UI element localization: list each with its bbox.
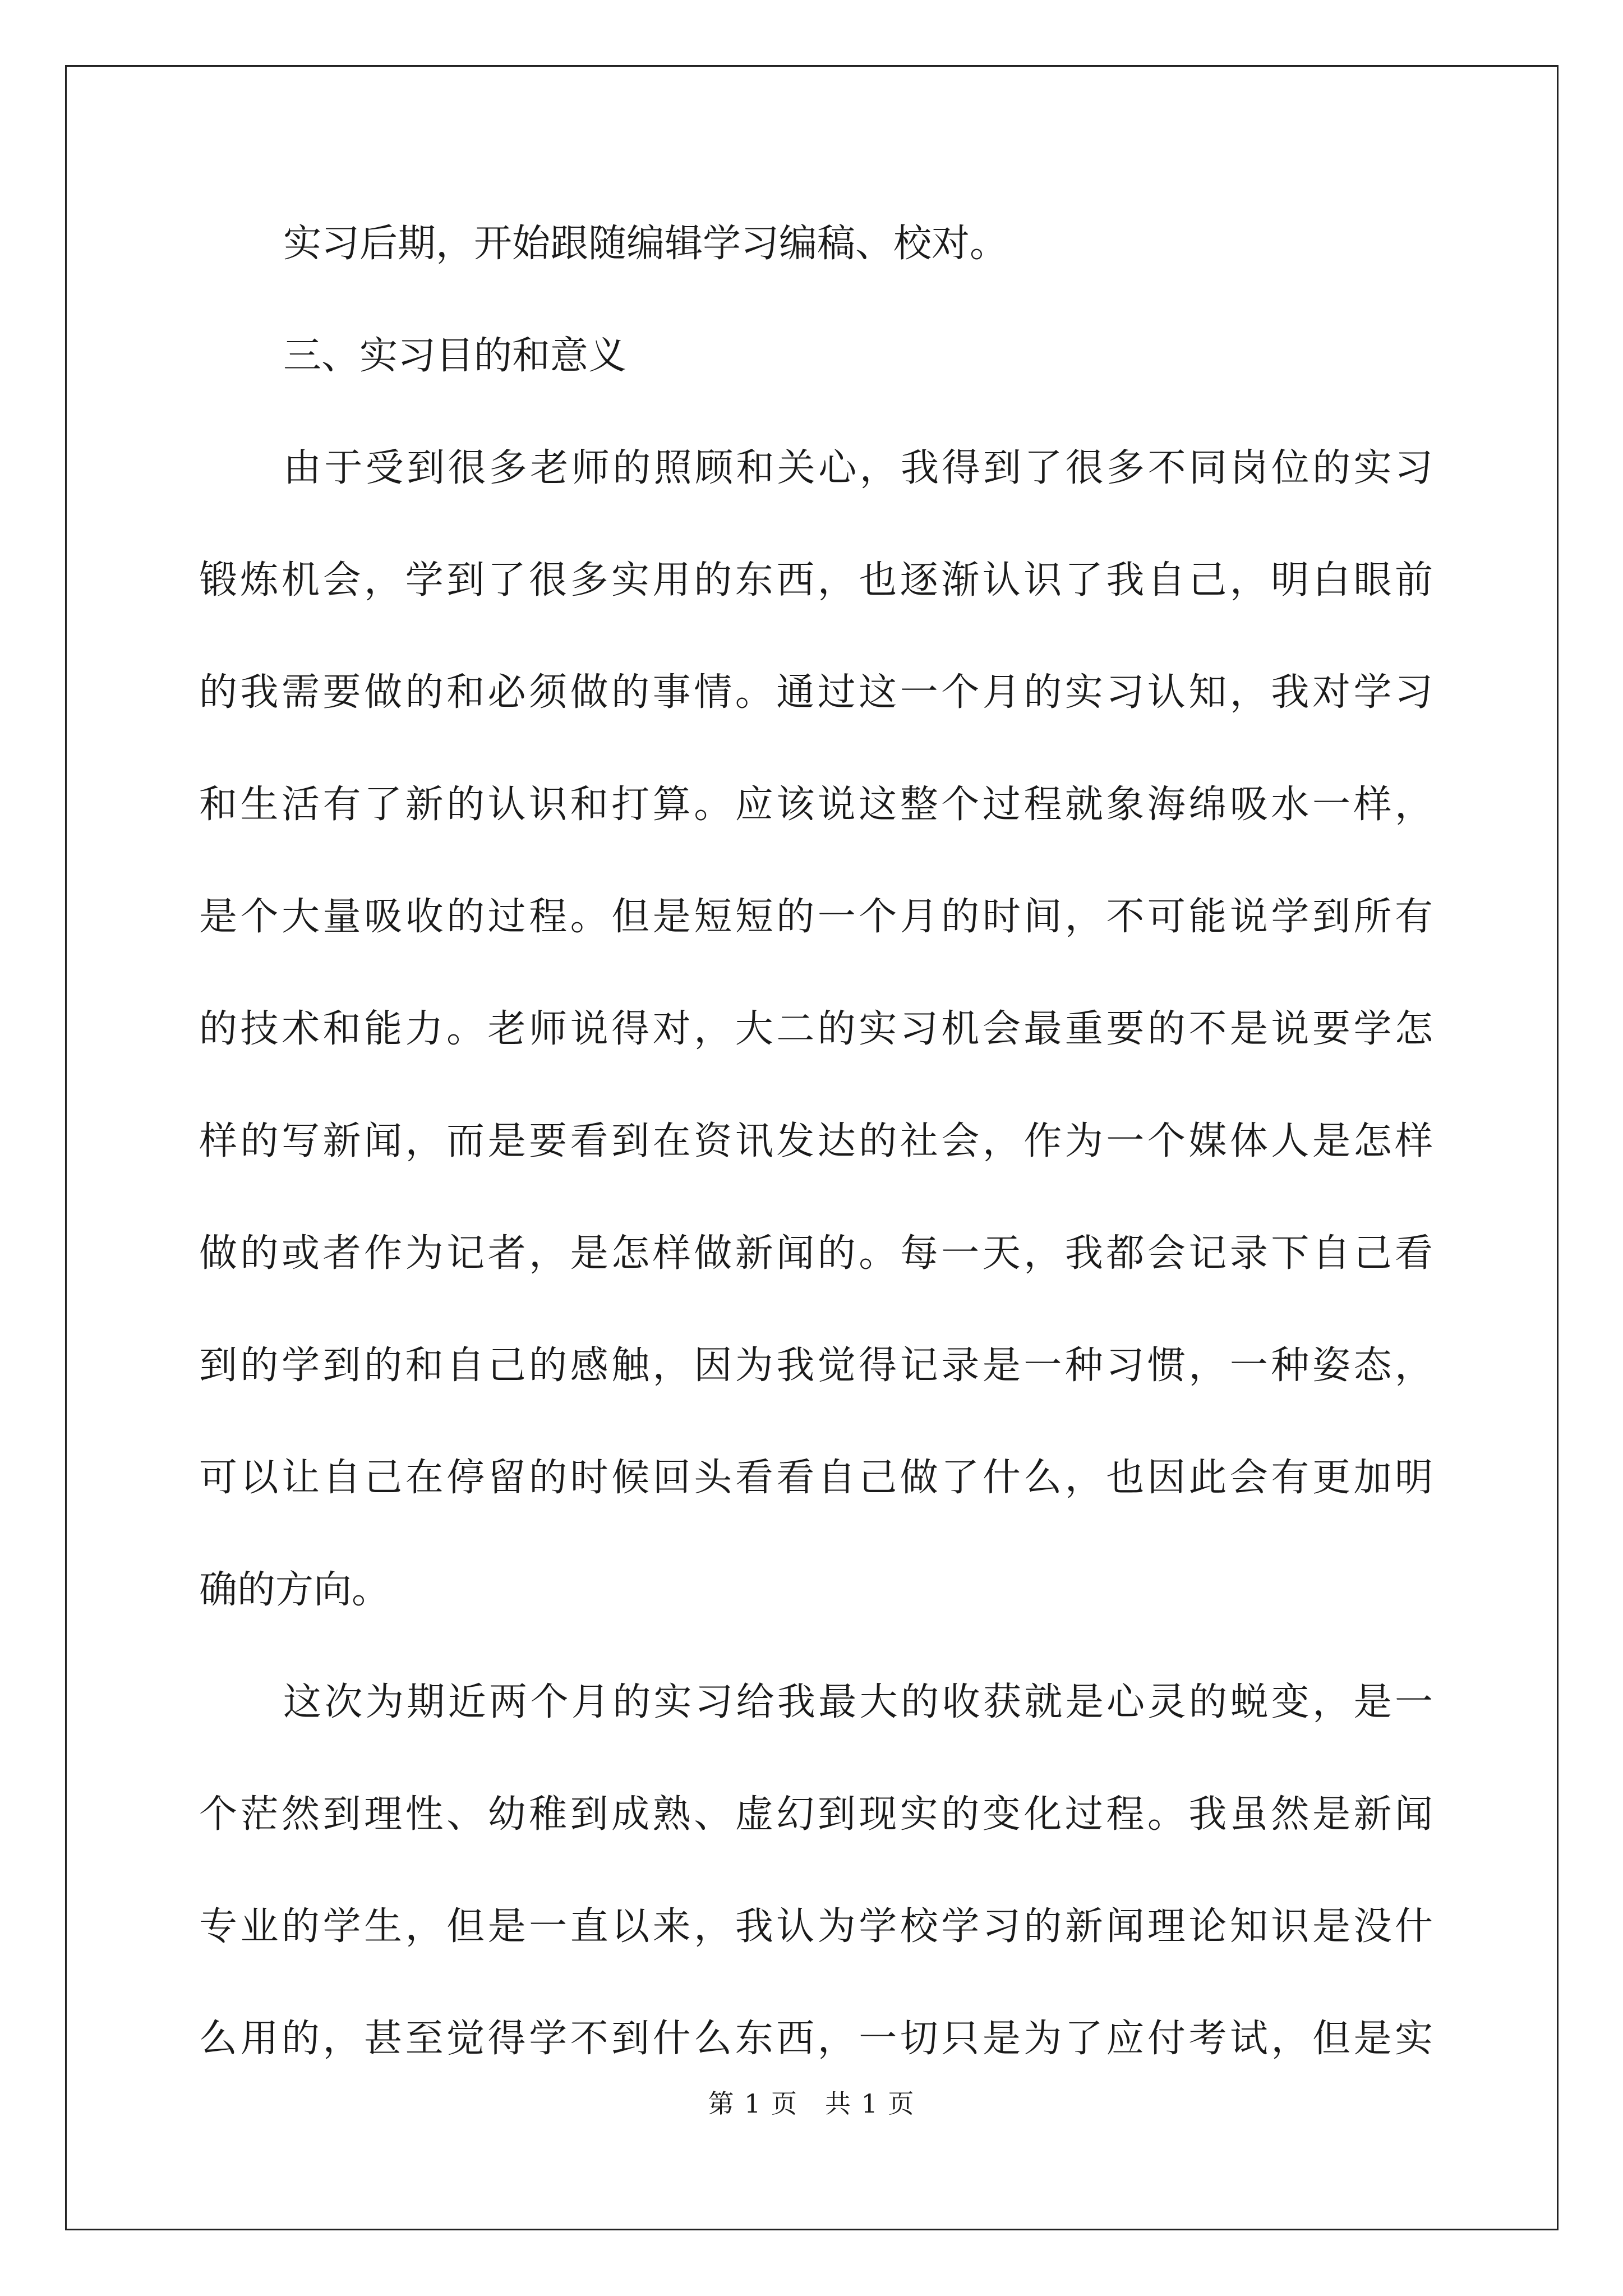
text-line: 的技术和能力。老师说得对，大二的实习机会最重要的不是说要学怎 (199, 1007, 1433, 1051)
text-line: 确的方向。 (199, 1568, 390, 1612)
text-line: 到的学到的和自己的感触，因为我觉得记录是一种习惯，一种姿态， (199, 1343, 1433, 1388)
text-line: 由于受到很多老师的照顾和关心，我得到了很多不同岗位的实习 (283, 446, 1433, 490)
text-line: 这次为期近两个月的实习给我最大的收获就是心灵的蜕变，是一 (283, 1680, 1433, 1724)
text-line: 样的写新闻，而是要看到在资讯发达的社会，作为一个媒体人是怎样 (199, 1119, 1433, 1163)
section-heading: 三、实习目的和意义 (283, 334, 627, 378)
text-line: 么用的，甚至觉得学不到什么东西，一切只是为了应付考试，但是实 (199, 2017, 1433, 2061)
text-line: 锻炼机会，学到了很多实用的东西，也逐渐认识了我自己，明白眼前 (199, 558, 1433, 602)
text-line: 可以让自己在停留的时候回头看看自己做了什么，也因此会有更加明 (199, 1456, 1433, 1500)
text-line: 是个大量吸收的过程。但是短短的一个月的时间，不可能说学到所有 (199, 895, 1433, 939)
text-line: 实习后期，开始跟随编辑学习编稿、校对。 (283, 222, 1008, 266)
text-line: 的我需要做的和必须做的事情。通过这一个月的实习认知，我对学习 (199, 670, 1433, 715)
text-line: 专业的学生，但是一直以来，我认为学校学习的新闻理论知识是没什 (199, 1904, 1433, 1949)
text-line: 个茫然到理性、幼稚到成熟、虚幻到现实的变化过程。我虽然是新闻 (199, 1792, 1433, 1837)
page-number-footer: 第 1 页 共 1 页 (708, 2088, 915, 2119)
text-line: 做的或者作为记者，是怎样做新闻的。每一天，我都会记录下自己看 (199, 1231, 1433, 1276)
text-line: 和生活有了新的认识和打算。应该说这整个过程就象海绵吸水一样， (199, 783, 1433, 827)
